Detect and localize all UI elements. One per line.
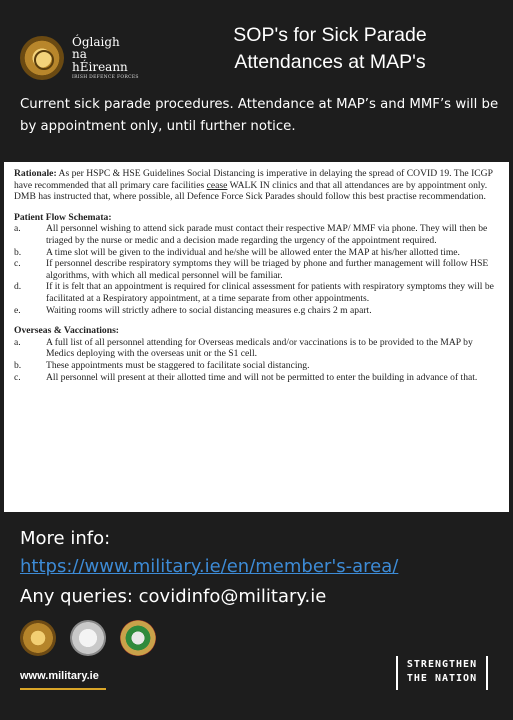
naval-service-crest-icon [70,620,106,656]
list-item [14,223,497,246]
intro-text: Current sick parade procedures. Attendance at MAP’s and MMF’s will be by appointment only, until further notice. [20,97,499,134]
more-info-label: More info: [20,528,111,549]
item-text: All personnel wishing to attend sick parade must contact their respective MAP/ MMF via phone. They will then be triaged by the nurse or medic and a decision made regarding the urgency of the appointment required. [46,223,488,246]
item-letter: a. [14,223,21,235]
title-line1: SOP's for Sick Parade [233,24,427,46]
sop-document [4,162,509,512]
logo-subtitle: IRISH DEFENCE FORCES [72,74,139,80]
item-letter: b. [14,359,22,371]
logo-line2: na hÉireann [72,47,128,74]
item-letter: a. [14,336,21,348]
list-item [14,337,497,360]
rationale-text-a: As per HSPC & HSE Guidelines Social Distancing is imperative in delaying the spread of COVID 19. The ICGP have recommended that all primary care facilities [14,168,493,191]
item-letter: e. [14,304,21,316]
strengthen-line1: STRENGTHEN [406,659,478,670]
members-area-link[interactable]: https://www.military.ie/en/member's-area/ [20,556,399,577]
list-item [14,247,497,259]
item-text: If it is felt that an appointment is required for clinical assessment for patients with respiratory symptoms they will be facilitated at a Respiratory appointment, at a time separate from other appointments. [46,281,494,304]
air-corps-crest-icon [120,620,156,656]
page-title [160,22,500,76]
item-letter: d. [14,281,22,293]
title-line2: Attendances at MAP's [234,51,426,73]
item-letter: c. [14,258,21,270]
list-item [14,360,497,372]
website-underline [20,688,106,690]
list-item [14,372,497,384]
list-item [14,258,497,281]
item-text: A full list of all personnel attending for Overseas medicals and/or vaccinations is to be provided to the MAP by Medics deploying with the overseas unit or the S1 cell. [46,336,473,360]
rationale-paragraph [14,168,497,203]
rationale-label: Rationale: [14,168,57,179]
list-item [14,281,497,304]
logo-text [72,36,145,81]
item-letter: b. [14,246,22,258]
website-label: www.military.ie [20,670,99,682]
item-letter: c. [14,371,21,383]
logo-line1: Óglaigh [72,34,120,49]
defence-forces-crest-icon [20,620,56,656]
rationale-cease: cease [206,179,228,191]
queries-text: Any queries: covidinfo@military.ie [20,586,327,607]
overseas-heading: Overseas & Vaccinations: [14,325,119,337]
overseas-list [14,337,497,383]
item-text: Waiting rooms will strictly adhere to social distancing measures e.g chairs 2 m apart. [46,304,372,316]
item-text: These appointments must be staggered to facilitate social distancing. [46,359,310,371]
rationale-text-b: WALK IN clinics and that all attendances are by appointment only. DMB has instructed that, where possible, all Defence Force Sick Parades should follow this best practise recommendation. [14,179,488,203]
list-item [14,305,497,317]
strengthen-the-nation-logo [396,656,488,690]
defence-forces-badge-icon [20,36,64,80]
item-text: A time slot will be given to the individual and he/she will be allowed enter the MAP at his/her allotted time. [46,246,460,258]
patient-flow-list [14,223,497,316]
patient-flow-heading: Patient Flow Schemata: [14,211,112,223]
defence-forces-logo [20,28,145,88]
item-text: All personnel will present at their allotted time and will not be permitted to enter the building in advance of that. [46,371,478,383]
strengthen-line2: THE NATION [406,673,478,684]
item-text: If personnel describe respiratory symptoms they will be triaged by phone and further management will follow HSE algorithms, with which all medical personnel will be familiar. [46,258,489,281]
